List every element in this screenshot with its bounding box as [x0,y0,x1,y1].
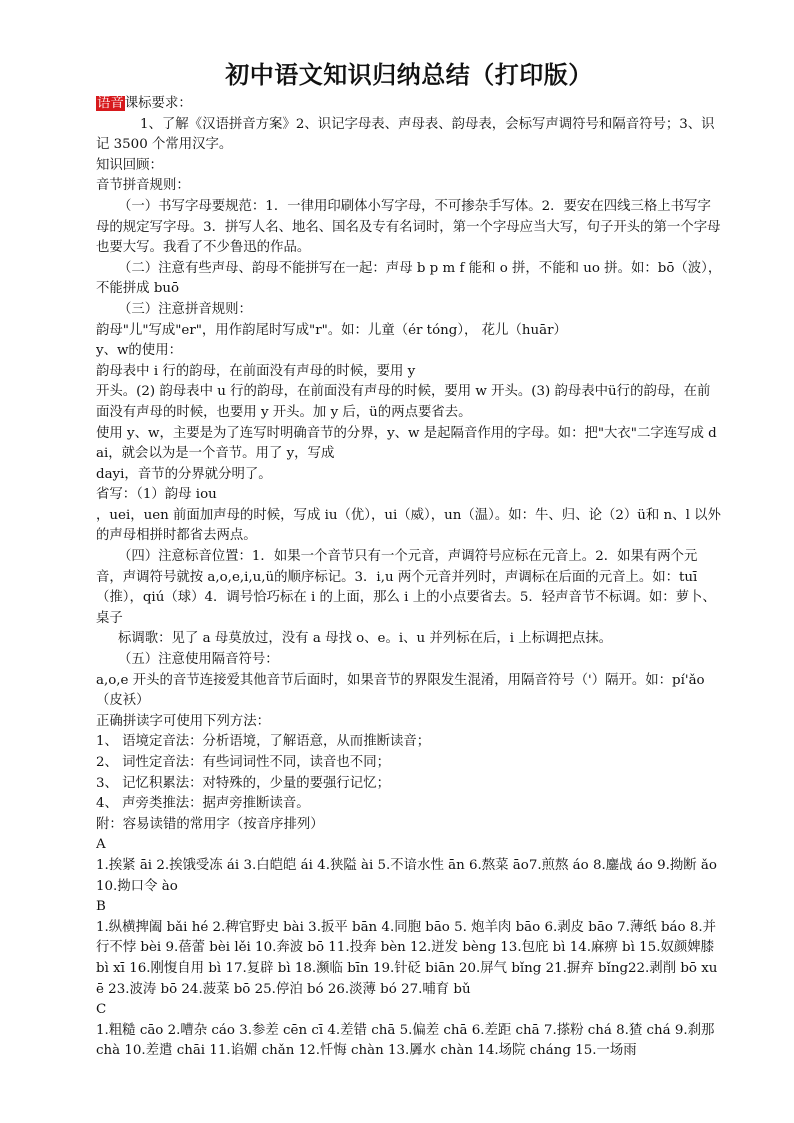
rule-4-song: 标调歌：见了 a 母莫放过，没有 a 母找 o、e。i、u 并列标在后，i 上标调把点抹。 [118,631,613,647]
rule-3-b: y、w的使用： [96,343,182,359]
rule-1: （一）书写字母要规范：1．一律用印刷体小写字母，不可掺杂手写体。2．要安在四线三格上书写字母的规定写字母。3．拼写人名、地名、国名及专有名词时，第一个字母应当大写，句子开头的第一个字母也要大写。我看了不少鲁迅的作品。 [96,198,721,256]
letter-a: A [96,837,106,853]
rule-3: （三）注意拼音规则： [118,301,252,317]
rule-2: （二）注意有些声母、韵母不能拼写在一起：声母 b p m f 能和 o 拼，不能和 uo 拼。如：bō（波），不能拼成 buō [96,260,722,297]
section-heading-text: 课标要求： [124,96,192,111]
section-heading [96,94,722,115]
document-title: 初中语文知识归纳总结（打印版） [225,60,593,89]
appendix-heading: 附：容易读错的常用字（按音序排列） [96,816,324,832]
highlight-label: 语音 [97,96,124,111]
method-item: 2、 词性定音法：有些词词性不同，读音也不同； [96,755,390,770]
methods-intro: 正确拼读字可使用下列方法： [96,713,271,729]
words-a: 1.挨紧 āi 2.挨饿受冻 ái 3.白皑皑 ái 4.狭隘 ài 5.不谙水性 ān 6.熬菜 āo7.煎熬 áo 8.鏖战 áo 9.拗断 ǎo 10.拗口令 ào [96,857,717,894]
rule-5: （五）注意使用隔音符号： [118,652,279,668]
document-page [96,58,722,1108]
letter-b: B [96,899,106,915]
method-item: 4、 声旁类推法：据声旁推断读音。 [96,796,310,812]
method-item: 3、 记忆积累法：对特殊的，少量的要强行记忆； [96,775,390,791]
words-c: 1.粗糙 cāo 2.嘈杂 cáo 3.参差 cēn cī 4.差错 chā 5.偏差 chā 6.差距 chā 7.搽粉 chá 8.猹 chá 9.刹那 chà 10.差遣 chāi 11.谄媚 chǎn 12.忏悔 chàn 13.羼水 chàn 14.场院 cháng 15.一场雨 [96,1022,715,1059]
syllable-rules-heading: 音节拼音规则： [96,178,190,194]
rule-3-a: 韵母"儿"写成"er"，用作韵尾时写成"r"。如：儿童（ér tóng）， 花儿（huār） [96,322,567,338]
paragraph-requirements: 1、了解《汉语拼音方案》2、识记字母表、声母表、韵母表，会标写声调符号和隔音符号；3、识记 3500 个常用汉字。 [96,116,715,153]
rule-5-a: a,o,e 开头的音节连接爱其他音节后面时，如果音节的界限发生混淆，用隔音符号（'）隔开。如：pí'ǎo（皮袄） [96,672,705,709]
rule-3-e: 使用 y、w，主要是为了连写时明确音节的分界，y、w 是起隔音作用的字母。如：把"大衣"二字连写成 dai，就会以为是一个音节。用了 y，写成 [96,425,717,462]
letter-c: C [96,1002,107,1018]
rule-3-c: 韵母表中 i 行的韵母，在前面没有声母的时候，要用 y [96,363,416,379]
rule-3-g: 省写：（1）韵母 iou [96,487,217,503]
rule-4: （四）注意标音位置：1．如果一个音节只有一个元音，声调符号应标在元音上。2．如果有两个元音，声调符号就按 a,o,e,i,u,ü的顺序标记。3．i,u 两个元音并列时，声调标在后面的元音上。如：tuī（推），qiú（球）4．调号恰巧标在 i 的上面，那么 i 上的小点要省去。5．轻声音节不标调。如：萝卜、桌子 [96,549,716,626]
method-item: 1、 语境定音法：分析语境，了解语意，从而推断读音； [96,734,431,750]
rule-3-d: 开头。(2) 韵母表中 u 行的韵母，在前面没有声母的时候，要用 w 开头。(3) 韵母表中ü行的韵母，在前面没有声母的时候，也要用 y 开头。加 y 后，ü的两点要省去。 [96,384,711,420]
knowledge-review: 知识回顾： [96,157,163,173]
rule-3-f: dayi，音节的分界就分明了。 [96,466,272,482]
rule-3-h: ，uei，uen 前面加声母的时候，写成 iu（优），ui（威），un（温）。如：牛、归、论（2）ü和 n、l 以外的声母相拼时都省去两点。 [96,507,721,544]
words-b: 1.纵横捭阖 bǎi hé 2.稗官野史 bài 3.扳平 bān 4.同胞 bāo 5. 炮羊肉 bāo 6.剥皮 bāo 7.薄纸 báo 8.并行不悖 bèi 9.蓓蕾 bèi lěi 10.奔波 bō 11.投奔 bèn 12.迸发 bèng 13.包庇 bì 14.麻痹 bì 15.奴颜婢膝 bì xī 16.刚愎自用 bì 17.复辟 bì 18.濒临 bīn 19.针砭 biān 20.屏气 bǐng 21.摒弃 bǐng22.剥削 bō xuē 23.波涛 bō 24.菠菜 bō 25.停泊 bó 26.淡薄 bó 27.哺育 bǔ [96,919,718,997]
